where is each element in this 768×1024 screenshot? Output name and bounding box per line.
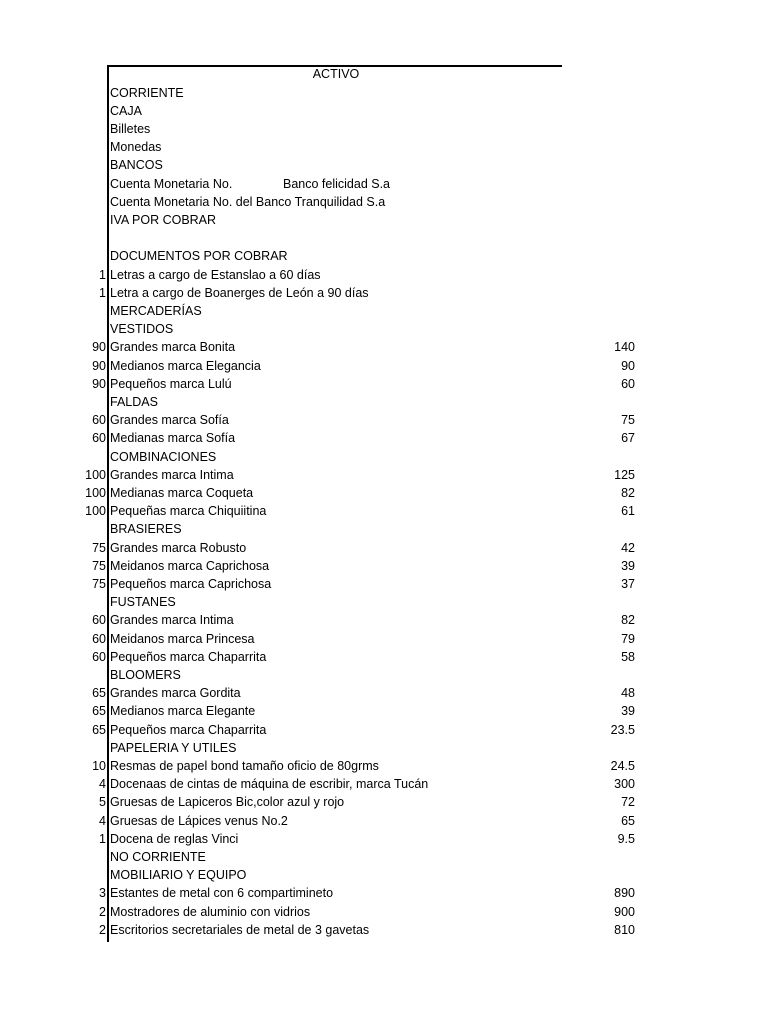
description-cell (110, 338, 235, 356)
table-row (0, 175, 768, 193)
table-row (0, 357, 768, 375)
table-row (0, 921, 768, 939)
description-cell (110, 520, 182, 538)
description-cell (110, 721, 266, 739)
description-text: MERCADERÍAS (110, 303, 202, 318)
table-row (0, 429, 768, 447)
price-cell: 79 (621, 631, 635, 646)
description-cell (110, 138, 161, 156)
table-row (0, 520, 768, 538)
description-text: Medianas marca Coqueta (110, 485, 254, 500)
table-row (0, 156, 768, 174)
price-cell: 900 (614, 904, 635, 919)
description-cell (110, 884, 333, 902)
description-text: CAJA (110, 103, 142, 118)
table-row (0, 411, 768, 429)
table-row (0, 611, 768, 629)
table-row (0, 338, 768, 356)
description-cell (110, 120, 150, 138)
description-text: CORRIENTE (110, 85, 184, 100)
description-text: Docena de reglas Vinci (110, 831, 239, 846)
price-cell: 60 (621, 376, 635, 391)
table-row (0, 593, 768, 611)
description-cell (110, 193, 385, 211)
table-row (0, 848, 768, 866)
description-text: Billetes (110, 121, 151, 136)
quantity-cell: 1 (99, 285, 106, 300)
description-cell (110, 102, 142, 120)
description-cell (110, 411, 229, 429)
description-text: Grandes marca Intima (110, 467, 234, 482)
table-row (0, 284, 768, 302)
price-cell: 39 (621, 704, 635, 719)
table-row (0, 903, 768, 921)
table-row (0, 120, 768, 138)
price-cell: 65 (621, 813, 635, 828)
quantity-cell: 10 (92, 758, 106, 773)
description-text: Pequeños marca Chaparrita (110, 722, 267, 737)
description-text: Gruesas de Lapiceros Bic,color azul y rojo (110, 795, 345, 810)
table-row (0, 484, 768, 502)
description-cell (110, 903, 310, 921)
quantity-cell: 90 (92, 340, 106, 355)
table-row (0, 375, 768, 393)
description-text: BANCOS (110, 158, 163, 173)
table-row (0, 884, 768, 902)
price-cell: 810 (614, 922, 635, 937)
description-text: Monedas (110, 140, 162, 155)
description-cell (110, 175, 391, 193)
description-text: Estantes de metal con 6 compartimineto (110, 886, 334, 901)
description-text: Meidanos marca Caprichosa (110, 558, 270, 573)
description-text: Pequeños marca Chaparrita (110, 649, 267, 664)
description-cell (110, 757, 379, 775)
table-row (0, 211, 768, 229)
description-cell (110, 648, 266, 666)
description-cell (110, 302, 202, 320)
table-row (0, 302, 768, 320)
quantity-cell: 100 (85, 504, 106, 519)
description-text: FUSTANES (110, 595, 176, 610)
table-row (0, 466, 768, 484)
table-row (0, 247, 768, 265)
table-row (0, 630, 768, 648)
description-text: Gruesas de Lápices venus No.2 (110, 813, 288, 828)
description-text: Grandes marca Bonita (110, 340, 236, 355)
description-text: Medianas marca Sofía (110, 431, 236, 446)
table-row (0, 102, 768, 120)
section-header: ACTIVO (312, 67, 360, 81)
description-text: Docenaas de cintas de máquina de escribir, marca Tucán (110, 777, 429, 792)
table-row (0, 721, 768, 739)
description-text: Medianos marca Elegante (110, 704, 256, 719)
price-cell: 300 (614, 777, 635, 792)
description-cell (110, 830, 238, 848)
table-row (0, 666, 768, 684)
description-cell (110, 702, 255, 720)
description-cell (110, 357, 261, 375)
description-extra-text: Banco felicidad S.a (283, 176, 391, 191)
quantity-cell: 1 (99, 831, 106, 846)
description-cell (110, 156, 163, 174)
description-text: Pequeños marca Caprichosa (110, 576, 272, 591)
description-cell (110, 684, 241, 702)
table-row (0, 757, 768, 775)
description-text: IVA POR COBRAR (110, 212, 217, 227)
price-cell: 23.5 (610, 722, 635, 737)
price-cell: 37 (621, 576, 635, 591)
quantity-cell: 60 (92, 413, 106, 428)
price-cell: 9.5 (617, 831, 635, 846)
quantity-cell: 1 (99, 267, 106, 282)
price-cell: 90 (621, 358, 635, 373)
table-row (0, 775, 768, 793)
price-cell: 82 (621, 613, 635, 628)
description-cell (110, 284, 369, 302)
description-text: BLOOMERS (110, 667, 181, 682)
price-cell: 42 (621, 540, 635, 555)
table-row (0, 193, 768, 211)
description-text: COMBINACIONES (110, 449, 217, 464)
table-row (0, 812, 768, 830)
table-row (0, 393, 768, 411)
description-cell (110, 211, 216, 229)
table-row (0, 448, 768, 466)
table-row (0, 539, 768, 557)
description-text: Pequeñas marca Chiquiitina (110, 504, 267, 519)
table-row (0, 320, 768, 338)
table-row (0, 84, 768, 102)
description-cell (110, 466, 234, 484)
table-row (0, 866, 768, 884)
quantity-cell: 2 (99, 904, 106, 919)
description-text: Letra a cargo de Boanerges de León a 90 días (110, 285, 369, 300)
description-cell (110, 502, 266, 520)
description-text: DOCUMENTOS POR COBRAR (110, 249, 288, 264)
price-cell: 61 (621, 504, 635, 519)
table-row (0, 229, 768, 247)
description-text: PAPELERIA Y UTILES (110, 740, 237, 755)
description-cell (110, 320, 173, 338)
description-cell (110, 775, 428, 793)
description-text: Resmas de papel bond tamaño oficio de 80grms (110, 758, 379, 773)
price-cell: 72 (621, 795, 635, 810)
quantity-cell: 60 (92, 431, 106, 446)
quantity-cell: 75 (92, 558, 106, 573)
quantity-cell: 60 (92, 649, 106, 664)
description-cell (110, 84, 184, 102)
description-cell (110, 247, 288, 265)
quantity-cell: 90 (92, 376, 106, 391)
description-cell (110, 793, 344, 811)
description-cell (110, 266, 321, 284)
price-cell: 82 (621, 485, 635, 500)
description-cell (110, 448, 216, 466)
description-text: Grandes marca Intima (110, 613, 234, 628)
description-text: Grandes marca Sofía (110, 413, 229, 428)
table-row (0, 575, 768, 593)
table-row (0, 702, 768, 720)
description-cell (110, 575, 271, 593)
description-text: MOBILIARIO Y EQUIPO (110, 868, 247, 883)
table-row (0, 739, 768, 757)
table-row (0, 502, 768, 520)
quantity-cell: 65 (92, 722, 106, 737)
description-text: Escritorios secretariales de metal de 3 gavetas (110, 922, 370, 937)
table-row (0, 648, 768, 666)
quantity-cell: 100 (85, 467, 106, 482)
quantity-cell: 75 (92, 540, 106, 555)
description-cell (110, 429, 235, 447)
quantity-cell: 100 (85, 485, 106, 500)
quantity-cell: 4 (99, 777, 106, 792)
quantity-cell: 3 (99, 886, 106, 901)
description-cell (110, 812, 288, 830)
price-cell: 140 (614, 340, 635, 355)
description-cell (110, 557, 269, 575)
description-text: VESTIDOS (110, 322, 174, 337)
description-cell (110, 484, 253, 502)
table-row (0, 830, 768, 848)
table-row (0, 266, 768, 284)
description-text: Grandes marca Robusto (110, 540, 247, 555)
description-cell (110, 866, 246, 884)
description-cell (110, 921, 369, 939)
price-cell: 75 (621, 413, 635, 428)
quantity-cell: 60 (92, 613, 106, 628)
table-row (0, 138, 768, 156)
description-text: Grandes marca Gordita (110, 686, 241, 701)
price-cell: 39 (621, 558, 635, 573)
quantity-cell: 90 (92, 358, 106, 373)
quantity-cell: 4 (99, 813, 106, 828)
description-text: Pequeños marca Lulú (110, 376, 232, 391)
description-text: Meidanos marca Princesa (110, 631, 255, 646)
description-text: NO CORRIENTE (110, 849, 206, 864)
price-cell: 890 (614, 886, 635, 901)
description-cell (110, 539, 246, 557)
price-cell: 67 (621, 431, 635, 446)
price-cell: 24.5 (610, 758, 635, 773)
description-text: Mostradores de aluminio con vidrios (110, 904, 311, 919)
description-cell (110, 611, 234, 629)
price-cell: 125 (614, 467, 635, 482)
quantity-cell: 2 (99, 922, 106, 937)
description-cell (110, 848, 206, 866)
table-row (0, 684, 768, 702)
quantity-cell: 5 (99, 795, 106, 810)
description-text: Cuenta Monetaria No. del Banco Tranquilidad S.a (110, 194, 386, 209)
quantity-cell: 65 (92, 704, 106, 719)
description-text: Cuenta Monetaria No. (110, 176, 233, 191)
description-text: FALDAS (110, 394, 158, 409)
quantity-cell: 60 (92, 631, 106, 646)
description-cell (110, 739, 236, 757)
description-text: Medianos marca Elegancia (110, 358, 261, 373)
description-text: BRASIERES (110, 522, 182, 537)
price-cell: 58 (621, 649, 635, 664)
table-row (0, 793, 768, 811)
header-row (0, 65, 768, 83)
description-cell (110, 630, 255, 648)
description-cell (110, 393, 158, 411)
description-cell (110, 375, 232, 393)
price-cell: 48 (621, 686, 635, 701)
description-cell (110, 666, 181, 684)
table-row (0, 557, 768, 575)
description-cell (110, 593, 176, 611)
quantity-cell: 75 (92, 576, 106, 591)
quantity-cell: 65 (92, 686, 106, 701)
description-text: Letras a cargo de Estanslao a 60 días (110, 267, 321, 282)
